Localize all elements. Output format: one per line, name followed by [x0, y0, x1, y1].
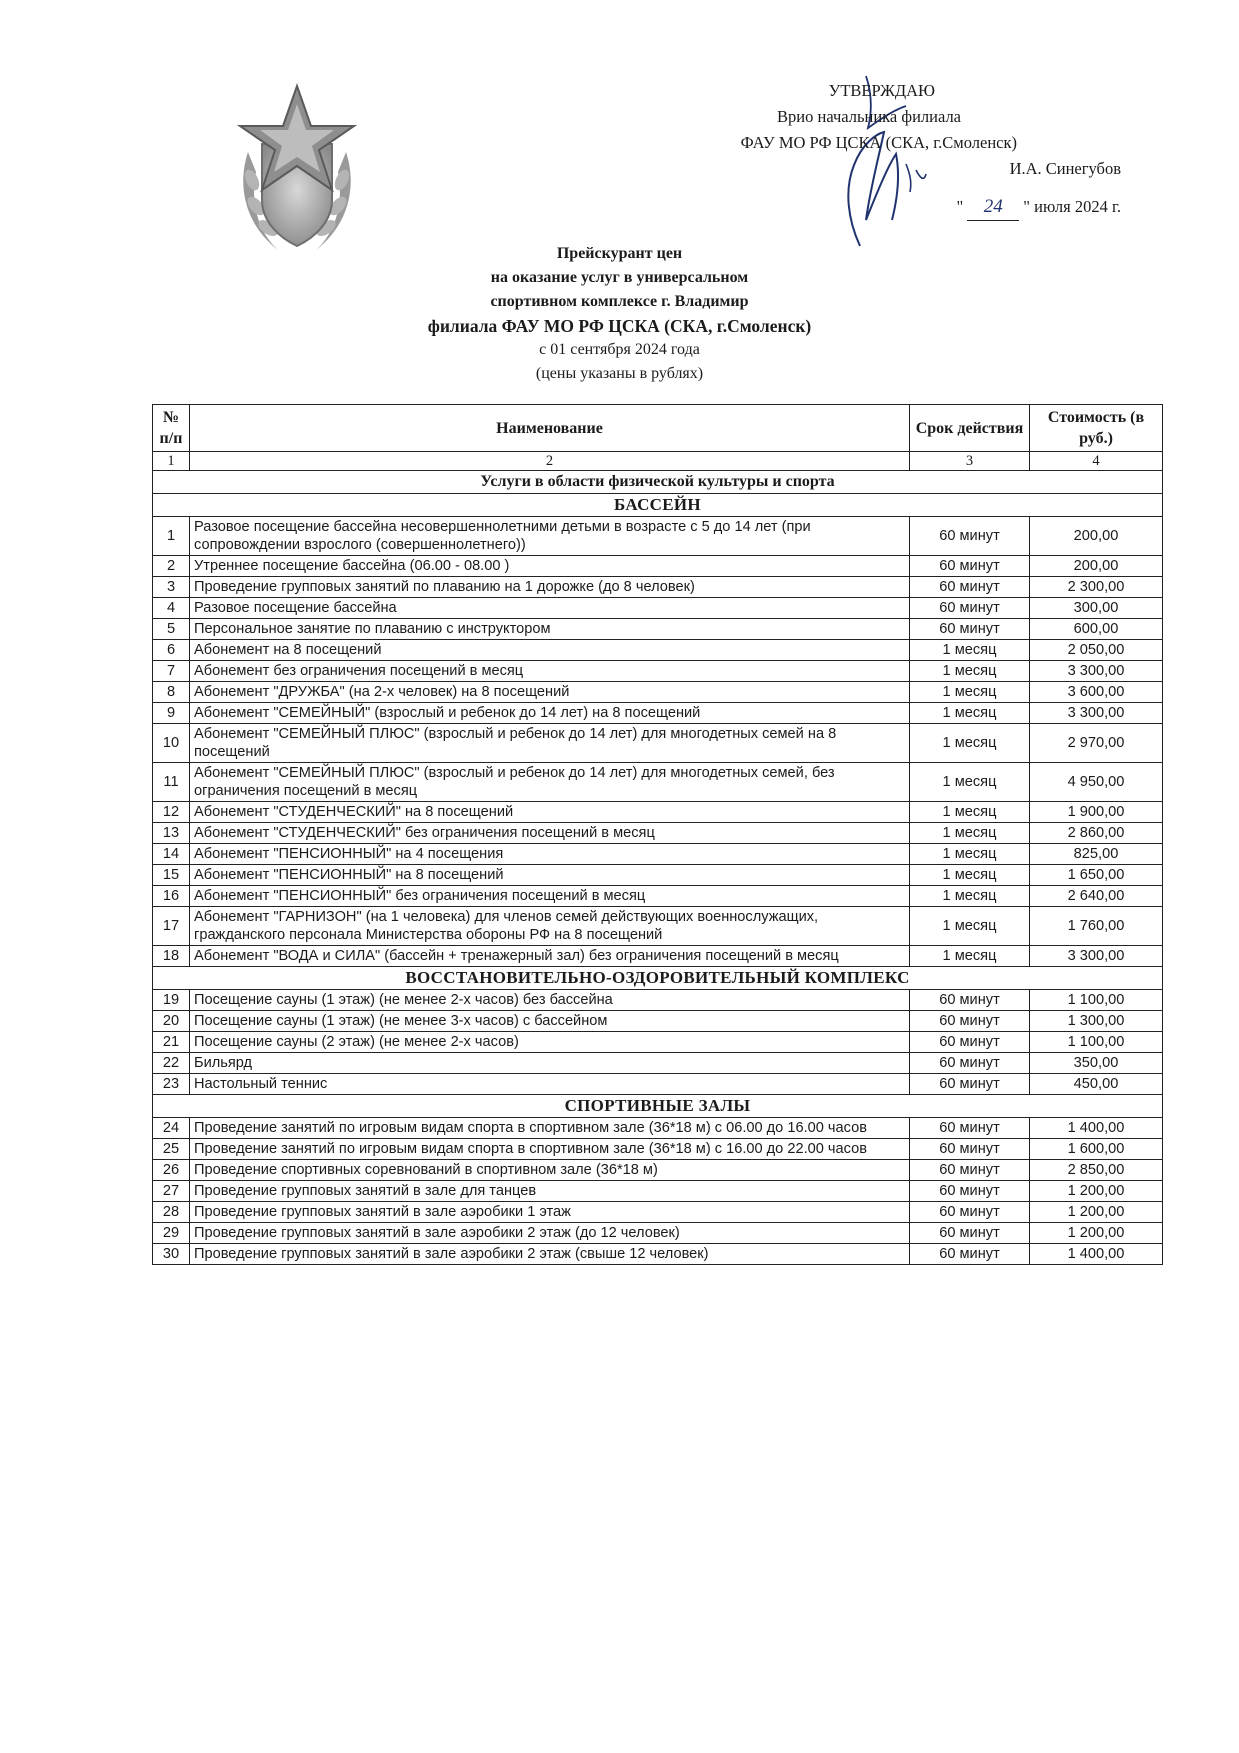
title-line-6: (цены указаны в рублях) [535, 365, 704, 382]
row-price: 450,00 [1030, 1074, 1163, 1095]
row-name: Абонемент на 8 посещений [190, 640, 910, 661]
title-line-4: филиала ФАУ МО РФ ЦСКА (СКА, г.Смоленск) [427, 316, 812, 336]
table-row [153, 1202, 1163, 1223]
row-price: 3 300,00 [1030, 946, 1163, 967]
row-price: 1 400,00 [1030, 1118, 1163, 1139]
row-duration: 60 минут [910, 1160, 1030, 1181]
row-price: 1 900,00 [1030, 802, 1163, 823]
row-name: Посещение сауны (2 этаж) (не менее 2-х часов) [190, 1032, 910, 1053]
row-number: 28 [153, 1202, 190, 1223]
table-row [153, 1139, 1163, 1160]
row-duration: 1 месяц [910, 763, 1030, 802]
row-duration: 1 месяц [910, 886, 1030, 907]
row-name: Проведение групповых занятий в зале аэробики 2 этаж (до 12 человек) [190, 1223, 910, 1244]
row-name: Абонемент "ПЕНСИОННЫЙ" на 4 посещения [190, 844, 910, 865]
row-price: 1 200,00 [1030, 1223, 1163, 1244]
row-price: 1 760,00 [1030, 907, 1163, 946]
table-row [153, 946, 1163, 967]
row-duration: 60 минут [910, 1181, 1030, 1202]
column-number: 2 [190, 452, 910, 471]
section-row [153, 967, 1163, 990]
row-name: Абонемент "ПЕНСИОННЫЙ" на 8 посещений [190, 865, 910, 886]
row-price: 200,00 [1030, 517, 1163, 556]
row-name: Абонемент "ГАРНИЗОН" (на 1 человека) для членов семей действующих военнослужащих, гражданского персонала Министерства обороны РФ на 8 посещений [190, 907, 910, 946]
table-row [153, 763, 1163, 802]
row-number: 11 [153, 763, 190, 802]
row-number: 23 [153, 1074, 190, 1095]
row-name: Абонемент "ВОДА и СИЛА" (бассейн + тренажерный зал) без ограничения посещений в месяц [190, 946, 910, 967]
row-price: 2 850,00 [1030, 1160, 1163, 1181]
row-number: 19 [153, 990, 190, 1011]
row-duration: 1 месяц [910, 802, 1030, 823]
row-name: Проведение занятий по игровым видам спорта в спортивном зале (36*18 м) с 16.00 до 22.00 часов [190, 1139, 910, 1160]
row-name: Абонемент "СЕМЕЙНЫЙ" (взрослый и ребенок до 14 лет) на 8 посещений [190, 703, 910, 724]
approval-name: И.А. Синегубов [1009, 159, 1121, 178]
row-number: 21 [153, 1032, 190, 1053]
row-price: 2 050,00 [1030, 640, 1163, 661]
row-number: 10 [153, 724, 190, 763]
row-duration: 60 минут [910, 619, 1030, 640]
date-day-value: 24 [983, 196, 1003, 217]
category-title: Услуги в области физической культуры и спорта [153, 471, 1163, 494]
table-row [153, 1074, 1163, 1095]
row-name: Разовое посещение бассейна [190, 598, 910, 619]
row-duration: 60 минут [910, 1223, 1030, 1244]
row-price: 1 600,00 [1030, 1139, 1163, 1160]
row-name: Абонемент "ДРУЖБА" (на 2-х человек) на 8 посещений [190, 682, 910, 703]
table-row [153, 1011, 1163, 1032]
table-row [153, 1244, 1163, 1265]
row-duration: 1 месяц [910, 682, 1030, 703]
column-number: 1 [153, 452, 190, 471]
row-number: 27 [153, 1181, 190, 1202]
title-line-1: Прейскурант цен [556, 245, 683, 262]
table-row [153, 1160, 1163, 1181]
row-number: 1 [153, 517, 190, 556]
row-number: 12 [153, 802, 190, 823]
row-duration: 60 минут [910, 1202, 1030, 1223]
column-number: 4 [1030, 452, 1163, 471]
row-price: 2 860,00 [1030, 823, 1163, 844]
row-duration: 60 минут [910, 1118, 1030, 1139]
price-table-body [153, 405, 1163, 1265]
date-prefix: " [956, 197, 964, 216]
row-name: Утреннее посещение бассейна (06.00 - 08.00 ) [190, 556, 910, 577]
table-row [153, 844, 1163, 865]
row-duration: 60 минут [910, 1244, 1030, 1265]
row-number: 15 [153, 865, 190, 886]
row-price: 3 300,00 [1030, 661, 1163, 682]
approval-position: Врио начальника филиала [777, 107, 961, 126]
row-duration: 60 минут [910, 598, 1030, 619]
row-price: 1 200,00 [1030, 1181, 1163, 1202]
category-row [153, 471, 1163, 494]
table-row [153, 724, 1163, 763]
title-line-3: спортивном комплексе г. Владимир [490, 293, 749, 310]
table-row [153, 907, 1163, 946]
date-day [967, 194, 1019, 221]
table-row [153, 517, 1163, 556]
row-price: 1 300,00 [1030, 1011, 1163, 1032]
row-name: Персональное занятие по плаванию с инструктором [190, 619, 910, 640]
row-number: 30 [153, 1244, 190, 1265]
row-number: 14 [153, 844, 190, 865]
row-price: 350,00 [1030, 1053, 1163, 1074]
row-name: Абонемент "СЕМЕЙНЫЙ ПЛЮС" (взрослый и ребенок до 14 лет) для многодетных семей на 8 посещений [190, 724, 910, 763]
row-price: 3 600,00 [1030, 682, 1163, 703]
row-price: 2 970,00 [1030, 724, 1163, 763]
row-number: 24 [153, 1118, 190, 1139]
row-duration: 1 месяц [910, 661, 1030, 682]
row-name: Проведение спортивных соревнований в спортивном зале (36*18 м) [190, 1160, 910, 1181]
price-table [152, 404, 1163, 1265]
row-number: 29 [153, 1223, 190, 1244]
header-duration: Срок действия [910, 405, 1030, 452]
row-duration: 1 месяц [910, 640, 1030, 661]
row-number: 5 [153, 619, 190, 640]
table-header-row [153, 405, 1163, 452]
row-number: 7 [153, 661, 190, 682]
row-name: Проведение занятий по игровым видам спорта в спортивном зале (36*18 м) с 06.00 до 16.00 часов [190, 1118, 910, 1139]
row-number: 25 [153, 1139, 190, 1160]
table-row [153, 682, 1163, 703]
table-row [153, 556, 1163, 577]
row-duration: 60 минут [910, 1053, 1030, 1074]
row-number: 20 [153, 1011, 190, 1032]
row-duration: 60 минут [910, 517, 1030, 556]
row-name: Абонемент без ограничения посещений в месяц [190, 661, 910, 682]
row-name: Проведение групповых занятий по плаванию на 1 дорожке (до 8 человек) [190, 577, 910, 598]
table-row [153, 703, 1163, 724]
row-name: Настольный теннис [190, 1074, 910, 1095]
row-price: 300,00 [1030, 598, 1163, 619]
table-row [153, 640, 1163, 661]
row-duration: 1 месяц [910, 844, 1030, 865]
title-line-2: на оказание услуг в универсальном [490, 269, 749, 286]
column-number: 3 [910, 452, 1030, 471]
row-duration: 60 минут [910, 1074, 1030, 1095]
table-row [153, 1118, 1163, 1139]
row-price: 825,00 [1030, 844, 1163, 865]
row-duration: 1 месяц [910, 703, 1030, 724]
table-row [153, 1032, 1163, 1053]
row-duration: 1 месяц [910, 946, 1030, 967]
header-price: Стоимость (в руб.) [1030, 405, 1163, 452]
row-price: 200,00 [1030, 556, 1163, 577]
row-price: 1 100,00 [1030, 1032, 1163, 1053]
row-name: Абонемент "СТУДЕНЧЕСКИЙ" на 8 посещений [190, 802, 910, 823]
row-duration: 1 месяц [910, 724, 1030, 763]
row-number: 4 [153, 598, 190, 619]
row-number: 16 [153, 886, 190, 907]
row-name: Посещение сауны (1 этаж) (не менее 3-х часов) с бассейном [190, 1011, 910, 1032]
row-number: 9 [153, 703, 190, 724]
title-line-5: с 01 сентября 2024 года [539, 341, 700, 358]
row-number: 26 [153, 1160, 190, 1181]
row-number: 13 [153, 823, 190, 844]
table-row [153, 619, 1163, 640]
row-name: Проведение групповых занятий в зале аэробики 1 этаж [190, 1202, 910, 1223]
row-price: 1 400,00 [1030, 1244, 1163, 1265]
approval-date [561, 194, 1121, 221]
row-number: 2 [153, 556, 190, 577]
section-row [153, 1095, 1163, 1118]
row-duration: 1 месяц [910, 823, 1030, 844]
row-name: Разовое посещение бассейна несовершеннолетними детьми в возрасте с 5 до 14 лет (при сопровождении взрослого (совершеннолетнего)) [190, 517, 910, 556]
row-price: 1 100,00 [1030, 990, 1163, 1011]
row-duration: 60 минут [910, 1139, 1030, 1160]
table-row [153, 990, 1163, 1011]
row-duration: 1 месяц [910, 907, 1030, 946]
section-title: ВОССТАНОВИТЕЛЬНО-ОЗДОРОВИТЕЛЬНЫЙ КОМПЛЕКС [153, 967, 1163, 990]
emblem-icon [228, 82, 366, 258]
table-row [153, 661, 1163, 682]
row-number: 6 [153, 640, 190, 661]
row-name: Проведение групповых занятий в зале для танцев [190, 1181, 910, 1202]
row-number: 17 [153, 907, 190, 946]
table-row [153, 1053, 1163, 1074]
approval-organization: ФАУ МО РФ ЦСКА (СКА, г.Смоленск) [740, 133, 1017, 152]
row-number: 8 [153, 682, 190, 703]
row-number: 3 [153, 577, 190, 598]
row-name: Абонемент "СЕМЕЙНЫЙ ПЛЮС" (взрослый и ребенок до 14 лет) для многодетных семей, без ограничения посещений в месяц [190, 763, 910, 802]
row-number: 18 [153, 946, 190, 967]
row-name: Посещение сауны (1 этаж) (не менее 2-х часов) без бассейна [190, 990, 910, 1011]
table-row [153, 577, 1163, 598]
table-row [153, 865, 1163, 886]
row-price: 4 950,00 [1030, 763, 1163, 802]
header-number: № п/п [153, 405, 190, 452]
row-name: Абонемент "ПЕНСИОННЫЙ" без ограничения посещений в месяц [190, 886, 910, 907]
row-price: 3 300,00 [1030, 703, 1163, 724]
section-title: СПОРТИВНЫЕ ЗАЛЫ [153, 1095, 1163, 1118]
row-duration: 60 минут [910, 556, 1030, 577]
row-duration: 60 минут [910, 990, 1030, 1011]
row-price: 2 640,00 [1030, 886, 1163, 907]
row-name: Бильярд [190, 1053, 910, 1074]
row-price: 1 650,00 [1030, 865, 1163, 886]
approval-stamp: УТВЕРЖДАЮ [828, 81, 935, 100]
header-name: Наименование [190, 405, 910, 452]
section-row [153, 494, 1163, 517]
row-price: 2 300,00 [1030, 577, 1163, 598]
row-price: 600,00 [1030, 619, 1163, 640]
table-row [153, 802, 1163, 823]
row-duration: 60 минут [910, 1032, 1030, 1053]
section-title: БАССЕЙН [153, 494, 1163, 517]
table-row [153, 823, 1163, 844]
row-price: 1 200,00 [1030, 1202, 1163, 1223]
table-row [153, 598, 1163, 619]
document-title [0, 242, 1239, 386]
row-duration: 60 минут [910, 577, 1030, 598]
column-numbers-row [153, 452, 1163, 471]
row-duration: 1 месяц [910, 865, 1030, 886]
row-number: 22 [153, 1053, 190, 1074]
approval-block [561, 78, 1121, 221]
table-row [153, 886, 1163, 907]
table-row [153, 1181, 1163, 1202]
row-name: Абонемент "СТУДЕНЧЕСКИЙ" без ограничения посещений в месяц [190, 823, 910, 844]
date-suffix: " июля 2024 г. [1023, 197, 1121, 216]
row-name: Проведение групповых занятий в зале аэробики 2 этаж (свыше 12 человек) [190, 1244, 910, 1265]
table-row [153, 1223, 1163, 1244]
row-duration: 60 минут [910, 1011, 1030, 1032]
